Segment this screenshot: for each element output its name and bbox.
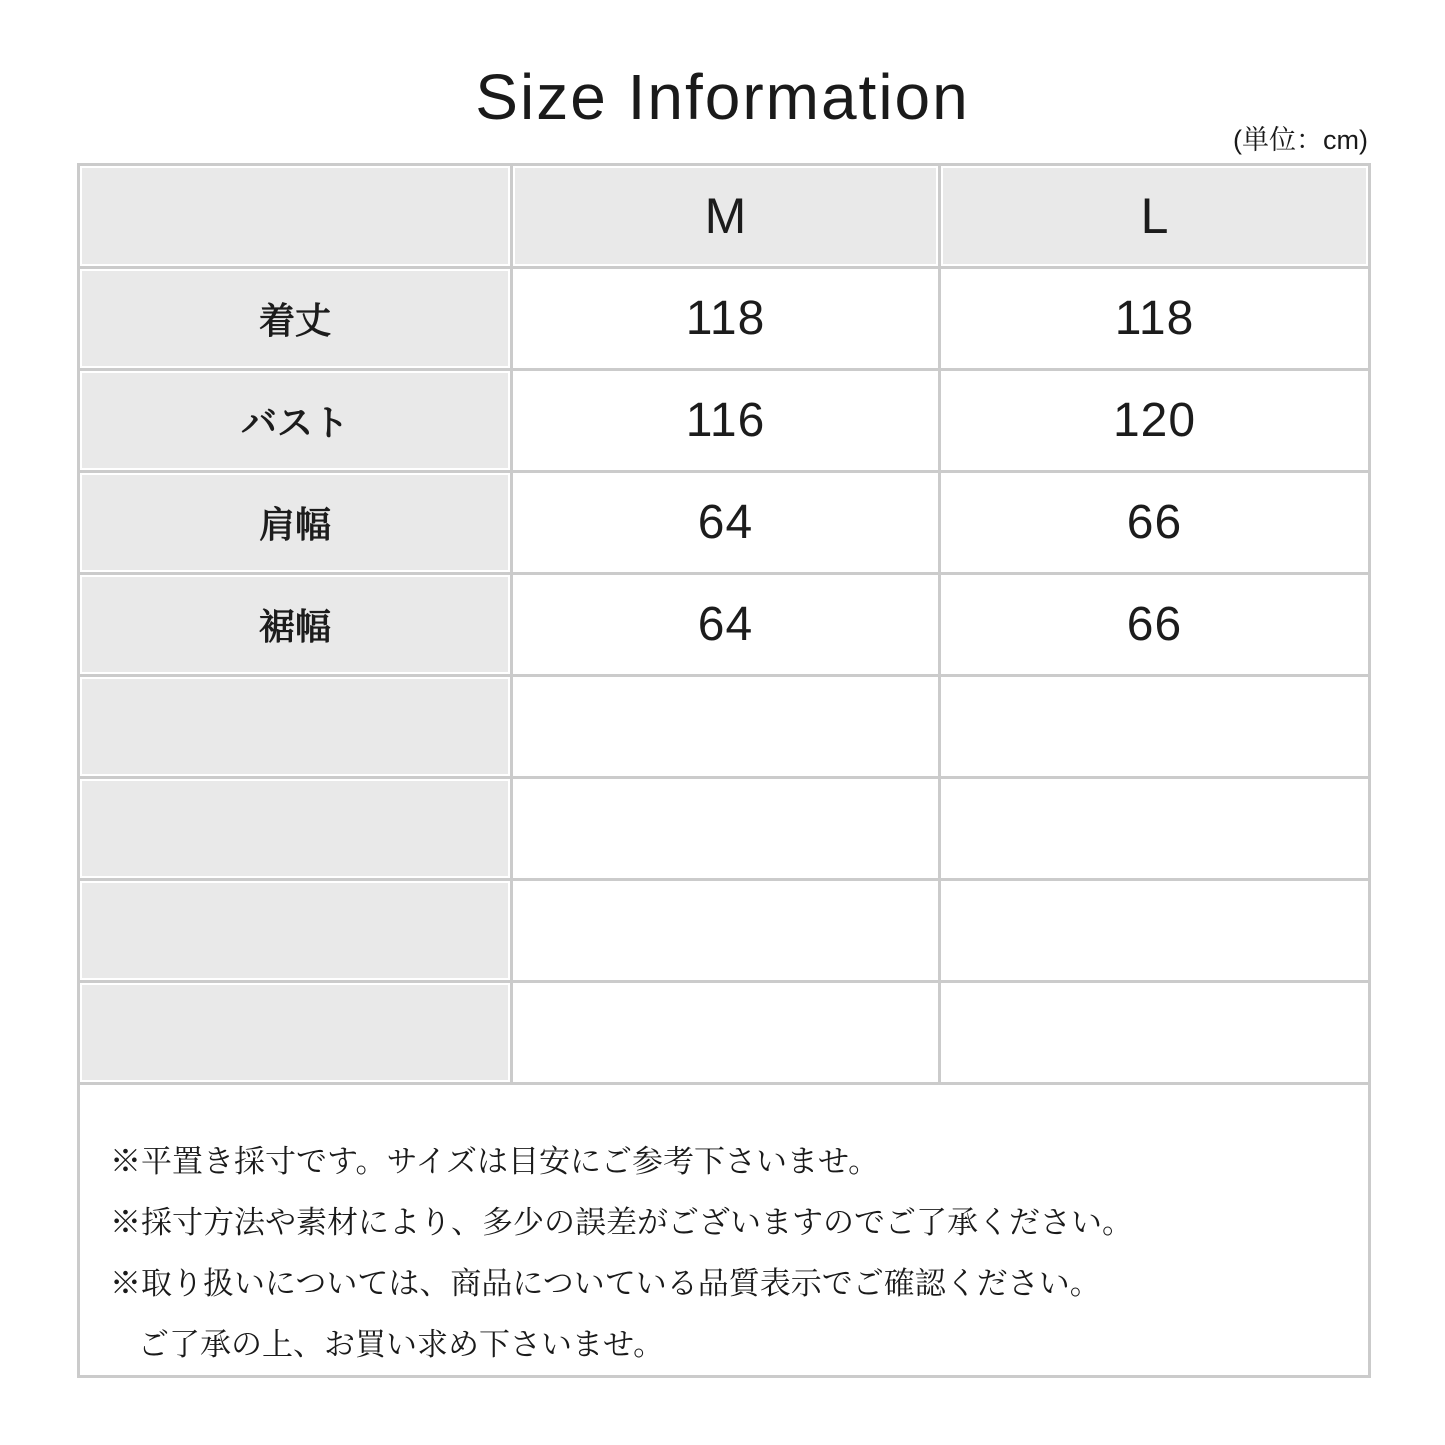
size-value-cell (940, 982, 1370, 1084)
table-row-empty (79, 778, 1370, 880)
header-size-m: M (512, 165, 940, 268)
size-value-cell (940, 676, 1370, 778)
size-value-cell (940, 880, 1370, 982)
page-title: Size Information (475, 61, 970, 133)
table-row (79, 574, 1370, 676)
note-line: ご了承の上、お買い求め下さいませ。 (138, 1327, 665, 1362)
size-value-cell: 116 (512, 370, 940, 472)
size-value-cell: 66 (940, 574, 1370, 676)
row-label-cell: 肩幅 (79, 472, 512, 574)
size-value-cell: 118 (512, 268, 940, 370)
notes-box (79, 1084, 1370, 1377)
row-label-cell: バスト (79, 370, 512, 472)
table-row (79, 370, 1370, 472)
size-value-cell (512, 982, 940, 1084)
note-line: ※取り扱いについては、商品についている品質表示でご確認ください。 (110, 1266, 1101, 1301)
size-value-cell (512, 676, 940, 778)
size-value-cell (512, 778, 940, 880)
size-value-cell: 64 (512, 574, 940, 676)
table-header-row (79, 165, 1370, 268)
header-size-l: L (940, 165, 1370, 268)
size-value-cell: 120 (940, 370, 1370, 472)
row-label-cell: 裾幅 (79, 574, 512, 676)
unit-note: (単位：cm) (1233, 125, 1368, 155)
row-label-cell (79, 982, 512, 1084)
size-value-cell: 64 (512, 472, 940, 574)
row-label-cell (79, 676, 512, 778)
note-line: ※採寸方法や素材により、多少の誤差がございますのでご了承ください。 (110, 1205, 1133, 1240)
size-value-cell (940, 778, 1370, 880)
row-label-cell: 着丈 (79, 268, 512, 370)
table-row (79, 268, 1370, 370)
note-line: ※平置き採寸です。サイズは目安にご参考下さいませ。 (110, 1144, 880, 1179)
table-row-empty (79, 676, 1370, 778)
row-label-cell (79, 778, 512, 880)
size-table (77, 163, 1371, 1378)
row-label-cell (79, 880, 512, 982)
table-row-empty (79, 880, 1370, 982)
size-value-cell: 118 (940, 268, 1370, 370)
size-value-cell: 66 (940, 472, 1370, 574)
table-row-empty (79, 982, 1370, 1084)
notes-row (79, 1084, 1370, 1377)
table-row (79, 472, 1370, 574)
size-value-cell (512, 880, 940, 982)
header-corner-cell (79, 165, 512, 268)
